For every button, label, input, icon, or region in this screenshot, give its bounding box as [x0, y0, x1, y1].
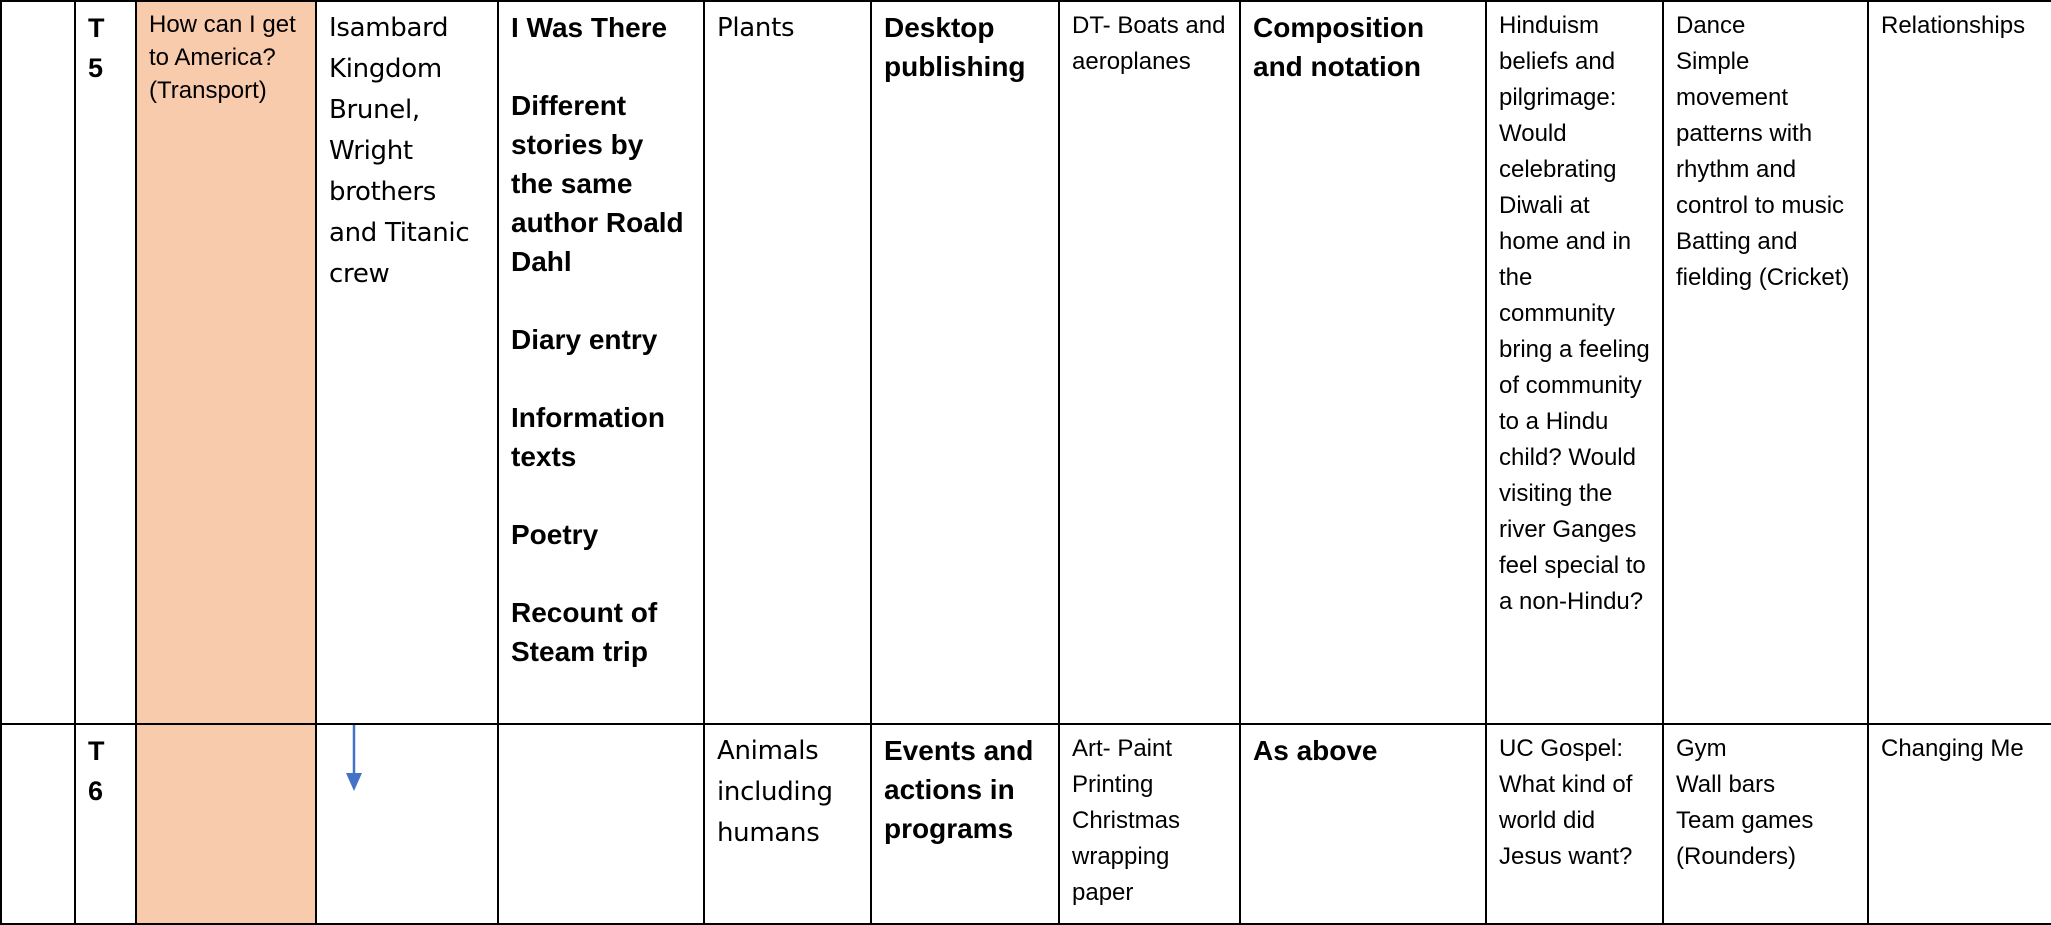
table-row-t5 [1, 1, 2051, 724]
blank-cell [1, 1, 75, 724]
music-cell: Composition and notation [1240, 1, 1486, 724]
pshe-cell: Relationships [1868, 1, 2051, 724]
english-item: Poetry [511, 519, 599, 550]
science-cell: Animals including humans [704, 724, 871, 924]
topic-cell [136, 724, 316, 924]
english-item: Recount of Steam trip [511, 597, 658, 667]
science-cell: Plants [704, 1, 871, 724]
computing-cell: Desktop publishing [871, 1, 1059, 724]
art-dt-cell: DT- Boats and aeroplanes [1059, 1, 1240, 724]
blank-cell [1, 724, 75, 924]
down-arrow-icon [343, 724, 365, 797]
english-cell [498, 724, 704, 924]
pe-cell [1663, 1, 1868, 724]
pe-item: Dance [1676, 12, 1746, 39]
term-cell: T 5 [75, 1, 136, 724]
music-cell: As above [1240, 724, 1486, 924]
pshe-cell: Changing Me [1868, 724, 2051, 924]
art-item: Art- Paint [1072, 735, 1173, 762]
topic-cell: How can I get to America? (Transport) [136, 1, 316, 724]
english-item: Information texts [511, 402, 665, 472]
re-cell: Hinduism beliefs and pilgrimage: Would celebrating Diwali at home and in the community bring a feeling of community to a Hindu child? Would visiting the river Ganges feel special to a non-Hindu? [1486, 1, 1663, 724]
english-item: Diary entry [511, 324, 658, 355]
history-cell [316, 724, 498, 924]
pe-item: Simple movement patterns with rhythm and control to music [1676, 48, 1845, 219]
computing-cell: Events and actions in programs [871, 724, 1059, 924]
table-row-t6 [1, 724, 2051, 924]
art-item: Printing [1072, 771, 1154, 798]
history-cell: Isambard Kingdom Brunel, Wright brothers and Titanic crew [316, 1, 498, 724]
pe-cell [1663, 724, 1868, 924]
pe-item: Gym [1676, 735, 1727, 762]
term-cell: T 6 [75, 724, 136, 924]
pe-item: Wall bars [1676, 771, 1776, 798]
english-cell [498, 1, 704, 724]
pe-item: Batting and fielding (Cricket) [1676, 228, 1850, 291]
art-item: Christmas wrapping paper [1072, 807, 1181, 906]
pe-item: Team games (Rounders) [1676, 807, 1814, 870]
art-dt-cell [1059, 724, 1240, 924]
english-item: Different stories by the same author Roald Dahl [511, 90, 684, 277]
english-item: I Was There [511, 12, 668, 43]
re-cell: UC Gospel: What kind of world did Jesus want? [1486, 724, 1663, 924]
